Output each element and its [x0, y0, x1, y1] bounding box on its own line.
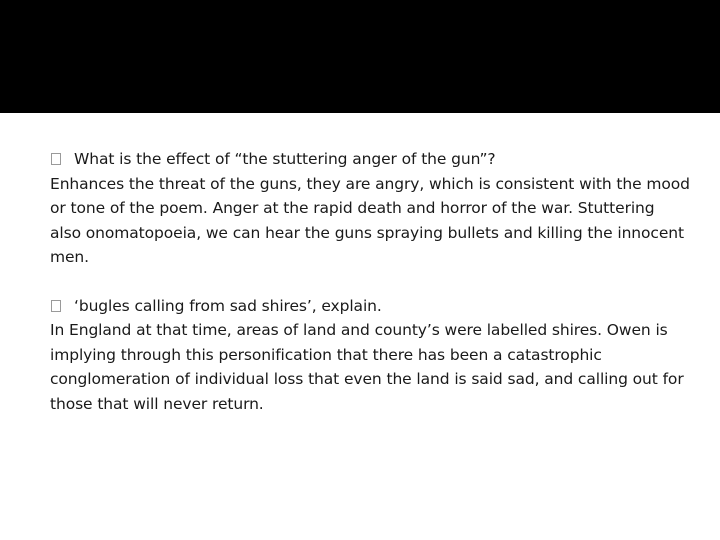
square-bullet-icon — [51, 153, 61, 165]
question-line — [50, 294, 690, 319]
question-text: ‘bugles calling from sad shires’, explain. — [74, 296, 382, 315]
square-bullet-icon — [51, 300, 61, 312]
question-text: What is the effect of “the stuttering anger of the gun”? — [74, 150, 496, 168]
slide-content — [50, 147, 690, 416]
spacer — [50, 270, 690, 294]
answer-text: Enhances the threat of the guns, they are angry, which is consistent with the mood or tone of the poem. Anger at the rapid death and horror of the war. Stuttering also onomatopoeia, we can hear the guns spraying bullets and killing the innocent men. — [50, 174, 690, 266]
qa-block-1 — [50, 147, 690, 270]
question-line — [50, 147, 690, 172]
qa-block-2 — [50, 294, 690, 417]
title-band — [0, 0, 720, 113]
answer-text: In England at that time, areas of land and county’s were labelled shires. Owen is implying through this personification that there has been a catastrophic conglomeration of individual loss that even the land is said sad, and calling out for those that will never return. — [50, 321, 684, 413]
